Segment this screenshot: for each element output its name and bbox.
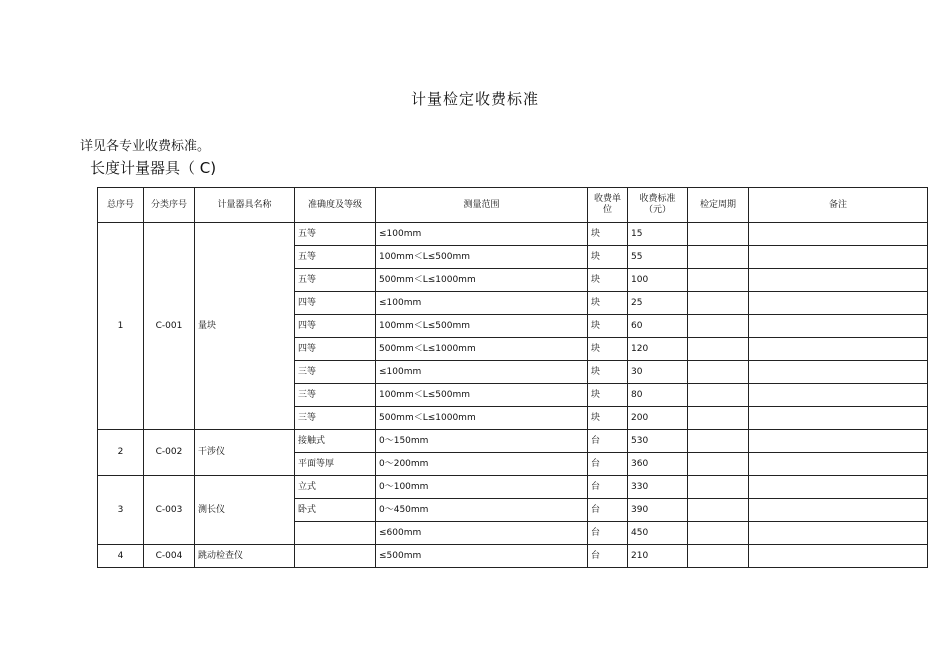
total-no-cell: 1 xyxy=(98,223,144,430)
period-cell xyxy=(688,545,749,568)
period-cell xyxy=(688,476,749,499)
remark-cell xyxy=(749,453,928,476)
category-code-cell: C-001 xyxy=(144,223,195,430)
fee-cell: 80 xyxy=(628,384,688,407)
remark-cell xyxy=(749,246,928,269)
unit-cell: 台 xyxy=(588,522,628,545)
unit-cell: 块 xyxy=(588,292,628,315)
fee-cell: 360 xyxy=(628,453,688,476)
unit-cell: 台 xyxy=(588,453,628,476)
table-header-row xyxy=(98,188,928,223)
category-code-cell: C-003 xyxy=(144,476,195,545)
grade-cell: 立式 xyxy=(295,476,376,499)
column-header: 收费标准（元） xyxy=(628,188,688,223)
period-cell xyxy=(688,246,749,269)
remark-cell xyxy=(749,384,928,407)
table-row xyxy=(98,476,928,499)
category-code-cell: C-004 xyxy=(144,545,195,568)
unit-cell: 块 xyxy=(588,246,628,269)
instrument-name-cell: 跳动检查仪 xyxy=(195,545,295,568)
fee-cell: 210 xyxy=(628,545,688,568)
grade-cell: 五等 xyxy=(295,223,376,246)
range-cell: 100mm＜L≤500mm xyxy=(376,246,588,269)
unit-cell: 台 xyxy=(588,545,628,568)
remark-cell xyxy=(749,430,928,453)
column-header: 总序号 xyxy=(98,188,144,223)
unit-cell: 块 xyxy=(588,338,628,361)
grade-cell: 卧式 xyxy=(295,499,376,522)
grade-cell: 接触式 xyxy=(295,430,376,453)
range-cell: 0～100mm xyxy=(376,476,588,499)
range-cell: 500mm＜L≤1000mm xyxy=(376,338,588,361)
period-cell xyxy=(688,269,749,292)
column-header: 备注 xyxy=(749,188,928,223)
grade-cell: 平面等厚 xyxy=(295,453,376,476)
grade-cell: 五等 xyxy=(295,246,376,269)
fee-cell: 15 xyxy=(628,223,688,246)
table-row xyxy=(98,545,928,568)
section-heading: 长度计量器具（ C) xyxy=(90,159,217,177)
period-cell xyxy=(688,292,749,315)
grade-cell: 三等 xyxy=(295,361,376,384)
period-cell xyxy=(688,315,749,338)
grade-cell xyxy=(295,545,376,568)
grade-cell: 三等 xyxy=(295,407,376,430)
remark-cell xyxy=(749,407,928,430)
instrument-name-cell: 量块 xyxy=(195,223,295,430)
document-title: 计量检定收费标准 xyxy=(410,90,539,108)
remark-cell xyxy=(749,499,928,522)
period-cell xyxy=(688,223,749,246)
fee-cell: 330 xyxy=(628,476,688,499)
period-cell xyxy=(688,430,749,453)
fee-cell: 390 xyxy=(628,499,688,522)
fee-cell: 120 xyxy=(628,338,688,361)
remark-cell xyxy=(749,292,928,315)
fee-cell: 55 xyxy=(628,246,688,269)
range-cell: 0～450mm xyxy=(376,499,588,522)
instrument-name-cell: 测长仪 xyxy=(195,476,295,545)
period-cell xyxy=(688,453,749,476)
range-cell: 0～200mm xyxy=(376,453,588,476)
remark-cell xyxy=(749,315,928,338)
unit-cell: 台 xyxy=(588,476,628,499)
fee-cell: 25 xyxy=(628,292,688,315)
remark-cell xyxy=(749,223,928,246)
column-header: 准确度及等级 xyxy=(295,188,376,223)
category-code-cell: C-002 xyxy=(144,430,195,476)
fee-table xyxy=(97,187,928,568)
remark-cell xyxy=(749,338,928,361)
remark-cell xyxy=(749,269,928,292)
column-header: 测量范围 xyxy=(376,188,588,223)
table-body xyxy=(98,223,928,568)
period-cell xyxy=(688,522,749,545)
grade-cell: 五等 xyxy=(295,269,376,292)
column-header: 检定周期 xyxy=(688,188,749,223)
fee-cell: 200 xyxy=(628,407,688,430)
fee-cell: 450 xyxy=(628,522,688,545)
total-no-cell: 2 xyxy=(98,430,144,476)
range-cell: ≤100mm xyxy=(376,223,588,246)
grade-cell: 四等 xyxy=(295,338,376,361)
fee-cell: 530 xyxy=(628,430,688,453)
intro-text: 详见各专业收费标准。 xyxy=(80,139,211,154)
range-cell: ≤100mm xyxy=(376,292,588,315)
period-cell xyxy=(688,407,749,430)
fee-cell: 60 xyxy=(628,315,688,338)
range-cell: 0～150mm xyxy=(376,430,588,453)
column-header: 分类序号 xyxy=(144,188,195,223)
period-cell xyxy=(688,338,749,361)
range-cell: 100mm＜L≤500mm xyxy=(376,315,588,338)
fee-cell: 30 xyxy=(628,361,688,384)
table-row xyxy=(98,430,928,453)
instrument-name-cell: 干涉仪 xyxy=(195,430,295,476)
grade-cell: 四等 xyxy=(295,315,376,338)
table-row xyxy=(98,223,928,246)
fee-cell: 100 xyxy=(628,269,688,292)
total-no-cell: 4 xyxy=(98,545,144,568)
unit-cell: 块 xyxy=(588,407,628,430)
remark-cell xyxy=(749,545,928,568)
grade-cell: 三等 xyxy=(295,384,376,407)
column-header: 收费单位 xyxy=(588,188,628,223)
column-header: 计量器具名称 xyxy=(195,188,295,223)
remark-cell xyxy=(749,476,928,499)
range-cell: ≤500mm xyxy=(376,545,588,568)
unit-cell: 块 xyxy=(588,315,628,338)
unit-cell: 台 xyxy=(588,430,628,453)
total-no-cell: 3 xyxy=(98,476,144,545)
unit-cell: 台 xyxy=(588,499,628,522)
remark-cell xyxy=(749,522,928,545)
range-cell: 500mm＜L≤1000mm xyxy=(376,269,588,292)
unit-cell: 块 xyxy=(588,269,628,292)
unit-cell: 块 xyxy=(588,361,628,384)
range-cell: ≤600mm xyxy=(376,522,588,545)
range-cell: 500mm＜L≤1000mm xyxy=(376,407,588,430)
grade-cell: 四等 xyxy=(295,292,376,315)
unit-cell: 块 xyxy=(588,223,628,246)
period-cell xyxy=(688,361,749,384)
period-cell xyxy=(688,384,749,407)
remark-cell xyxy=(749,361,928,384)
grade-cell xyxy=(295,522,376,545)
period-cell xyxy=(688,499,749,522)
range-cell: 100mm＜L≤500mm xyxy=(376,384,588,407)
unit-cell: 块 xyxy=(588,384,628,407)
range-cell: ≤100mm xyxy=(376,361,588,384)
